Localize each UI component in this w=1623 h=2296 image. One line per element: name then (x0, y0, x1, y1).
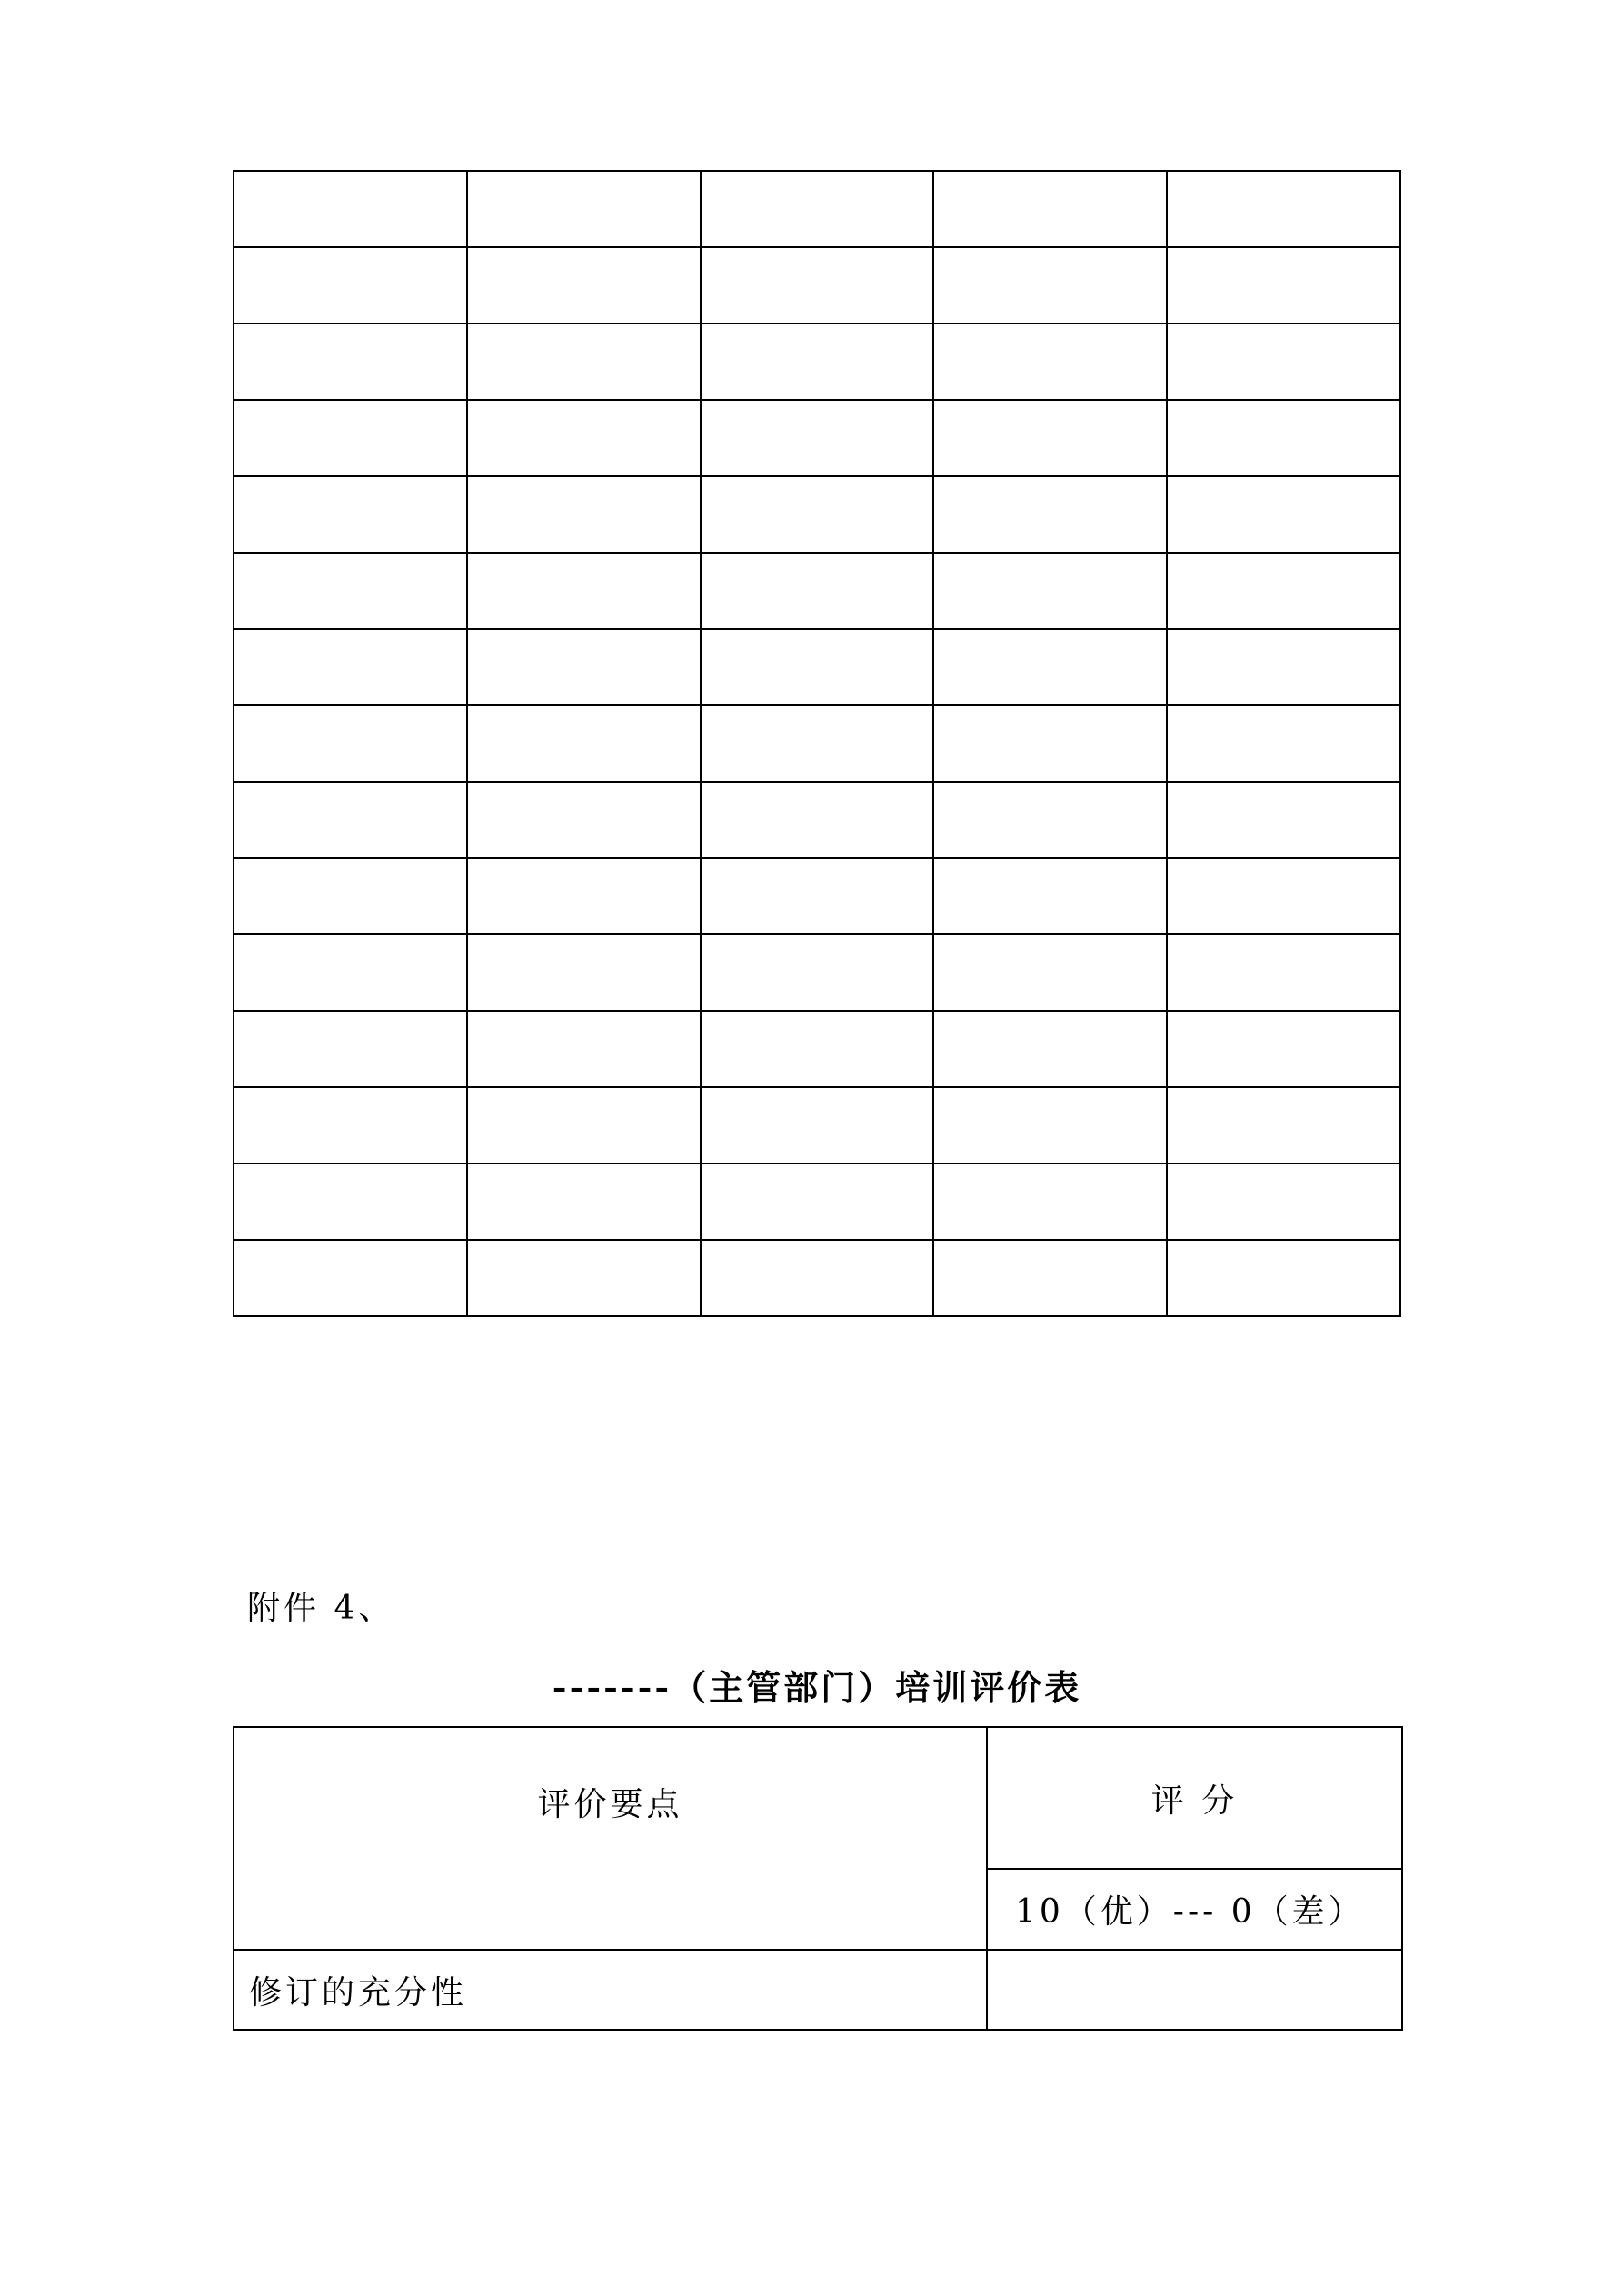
grid-cell[interactable] (467, 1087, 701, 1163)
grid-cell[interactable] (234, 400, 467, 476)
grid-cell[interactable] (701, 1011, 934, 1087)
grid-cell[interactable] (933, 171, 1167, 247)
grid-cell[interactable] (701, 1087, 934, 1163)
grid-row (234, 934, 1400, 1011)
grid-cell[interactable] (234, 934, 467, 1011)
grid-cell[interactable] (1167, 934, 1400, 1011)
grid-cell[interactable] (1167, 705, 1400, 782)
grid-cell[interactable] (1167, 629, 1400, 705)
grid-row (234, 1163, 1400, 1240)
evaluation-table (233, 1726, 1403, 2031)
grid-row (234, 629, 1400, 705)
grid-cell[interactable] (234, 553, 467, 629)
grid-cell[interactable] (1167, 171, 1400, 247)
grid-cell[interactable] (933, 324, 1167, 400)
grid-cell[interactable] (467, 553, 701, 629)
grid-row (234, 858, 1400, 934)
grid-cell[interactable] (933, 858, 1167, 934)
grid-row (234, 553, 1400, 629)
grid-cell[interactable] (933, 1163, 1167, 1240)
grid-cell[interactable] (1167, 324, 1400, 400)
grid-cell[interactable] (933, 782, 1167, 858)
grid-cell[interactable] (234, 705, 467, 782)
grid-cell[interactable] (467, 1011, 701, 1087)
grid-cell[interactable] (701, 400, 934, 476)
grid-cell[interactable] (933, 705, 1167, 782)
grid-row (234, 782, 1400, 858)
grid-cell[interactable] (701, 858, 934, 934)
blank-grid-table (233, 170, 1401, 1317)
grid-cell[interactable] (701, 934, 934, 1011)
grid-cell[interactable] (933, 1240, 1167, 1316)
evaluation-item-score-cell[interactable] (987, 1950, 1402, 2030)
grid-cell[interactable] (933, 1087, 1167, 1163)
grid-cell[interactable] (467, 171, 701, 247)
blank-grid-body (234, 171, 1400, 1316)
grid-cell[interactable] (701, 629, 934, 705)
grid-cell[interactable] (701, 782, 934, 858)
grid-cell[interactable] (467, 629, 701, 705)
grid-cell[interactable] (933, 553, 1167, 629)
grid-row (234, 247, 1400, 324)
grid-cell[interactable] (701, 324, 934, 400)
header-score: 评 分 (987, 1727, 1402, 1869)
grid-row (234, 1011, 1400, 1087)
grid-cell[interactable] (701, 1240, 934, 1316)
grid-cell[interactable] (933, 1011, 1167, 1087)
grid-cell[interactable] (467, 934, 701, 1011)
grid-cell[interactable] (467, 324, 701, 400)
grid-cell[interactable] (1167, 1087, 1400, 1163)
header-evaluation-points: 评价要点 (234, 1727, 987, 1950)
grid-row (234, 171, 1400, 247)
grid-cell[interactable] (933, 400, 1167, 476)
header-score-scale: 10（优）--- 0（差） (987, 1869, 1402, 1950)
grid-cell[interactable] (467, 858, 701, 934)
grid-cell[interactable] (234, 782, 467, 858)
grid-cell[interactable] (234, 629, 467, 705)
grid-cell[interactable] (933, 247, 1167, 324)
grid-cell[interactable] (467, 247, 701, 324)
evaluation-header-row (234, 1727, 1402, 1869)
grid-cell[interactable] (234, 1163, 467, 1240)
grid-cell[interactable] (701, 476, 934, 553)
grid-cell[interactable] (234, 247, 467, 324)
grid-cell[interactable] (701, 247, 934, 324)
grid-cell[interactable] (467, 400, 701, 476)
grid-cell[interactable] (1167, 1240, 1400, 1316)
grid-cell[interactable] (234, 1240, 467, 1316)
grid-cell[interactable] (234, 324, 467, 400)
grid-cell[interactable] (234, 171, 467, 247)
grid-cell[interactable] (467, 1163, 701, 1240)
grid-cell[interactable] (1167, 553, 1400, 629)
evaluation-table-title: -------（主管部门）培训评价表 (552, 1667, 1082, 1708)
attachment-label: 附件 4、 (247, 1590, 395, 1627)
grid-cell[interactable] (1167, 858, 1400, 934)
grid-cell[interactable] (467, 476, 701, 553)
grid-row (234, 324, 1400, 400)
grid-cell[interactable] (1167, 400, 1400, 476)
grid-cell[interactable] (1167, 476, 1400, 553)
grid-row (234, 1240, 1400, 1316)
grid-row (234, 1087, 1400, 1163)
grid-cell[interactable] (1167, 1011, 1400, 1087)
grid-row (234, 400, 1400, 476)
grid-cell[interactable] (933, 629, 1167, 705)
evaluation-item-row (234, 1950, 1402, 2030)
grid-cell[interactable] (933, 934, 1167, 1011)
grid-cell[interactable] (701, 1163, 934, 1240)
grid-row (234, 705, 1400, 782)
grid-cell[interactable] (701, 171, 934, 247)
grid-cell[interactable] (234, 1011, 467, 1087)
grid-cell[interactable] (467, 705, 701, 782)
grid-cell[interactable] (234, 476, 467, 553)
grid-cell[interactable] (1167, 782, 1400, 858)
grid-cell[interactable] (701, 705, 934, 782)
grid-cell[interactable] (234, 1087, 467, 1163)
grid-cell[interactable] (467, 1240, 701, 1316)
grid-cell[interactable] (234, 858, 467, 934)
grid-cell[interactable] (1167, 247, 1400, 324)
evaluation-item-point: 修订的充分性 (234, 1950, 987, 2030)
grid-cell[interactable] (701, 553, 934, 629)
grid-row (234, 476, 1400, 553)
grid-cell[interactable] (1167, 1163, 1400, 1240)
grid-cell[interactable] (467, 782, 701, 858)
grid-cell[interactable] (933, 476, 1167, 553)
